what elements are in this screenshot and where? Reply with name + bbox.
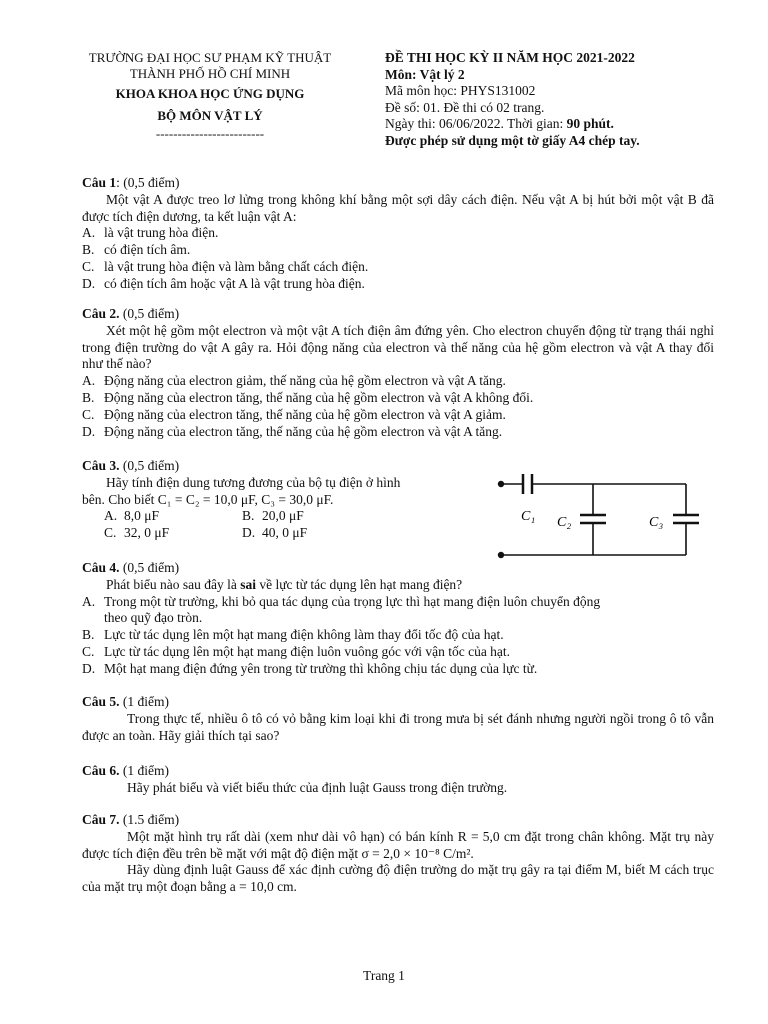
city-name: THÀNH PHỐ HỒ CHÍ MINH <box>129 66 291 81</box>
question-1-points: : (0,5 điểm) <box>116 175 180 190</box>
question-2-option-d <box>82 424 714 441</box>
page-number: Trang 1 <box>363 968 405 983</box>
option-text: 40, 0 μF <box>262 525 308 541</box>
option-text: Động năng của electron tăng, thế năng của hệ gồm electron và vật A tăng. <box>104 423 503 439</box>
question-1-option-c <box>82 259 714 276</box>
question-3-heading <box>82 458 492 475</box>
question-3-option-d <box>242 525 382 542</box>
option-label: C. <box>82 406 95 422</box>
question-6-points: (1 điểm) <box>119 763 170 778</box>
question-2 <box>82 306 714 440</box>
option-label: A. <box>104 508 118 524</box>
question-6-title: Câu 6. <box>82 763 120 778</box>
question-3-title: Câu 3. <box>82 458 120 473</box>
question-7-title: Câu 7. <box>82 812 120 827</box>
question-5-title: Câu 5. <box>82 694 120 709</box>
question-4-option-c <box>82 644 714 661</box>
question-4-text-pre: Phát biểu nào sau đây là <box>106 576 241 592</box>
exam-title: ĐỀ THI HỌC KỲ II NĂM HỌC 2021-2022 <box>385 50 635 65</box>
option-label: C. <box>104 525 117 541</box>
option-text: có điện tích âm. <box>104 242 191 258</box>
option-label: B. <box>82 242 95 258</box>
question-1 <box>82 175 714 293</box>
exam-header <box>385 50 745 149</box>
option-label: B. <box>82 627 95 643</box>
question-4-option-a-cont: theo quỹ đạo tròn. <box>104 610 203 626</box>
question-3-option-b <box>242 508 382 525</box>
option-label: B. <box>82 389 95 405</box>
question-1-text: Một vật A được treo lơ lửng trong không khí bằng một sợi dây cách điện. Nếu vật A bị hút bởi một vật B đã được tích điện dương, ta kết luận vật A: <box>82 191 714 224</box>
question-6-text: Hãy phát biểu và viết biểu thức của định luật Gauss trong điện trường. <box>127 779 508 795</box>
option-label: D. <box>242 525 256 541</box>
question-1-option-d <box>82 276 714 293</box>
exam-date-text: Ngày thi: 06/06/2022. Thời gian: <box>385 116 567 131</box>
label-c2: C₂ <box>557 515 572 530</box>
label-c1: C₁ <box>521 509 536 524</box>
question-1-title: Câu 1 <box>82 175 117 190</box>
option-text: Động năng của electron tăng, thế năng của hệ gồm electron và vật A không đổi. <box>104 389 534 405</box>
school-header <box>60 50 360 142</box>
question-5 <box>82 694 714 744</box>
question-1-option-a <box>82 225 714 242</box>
question-7-heading <box>82 812 714 829</box>
course-code: Mã môn học: PHYS131002 <box>385 83 536 98</box>
question-5-points: (1 điểm) <box>119 694 170 709</box>
option-text: Lực từ tác dụng lên một hạt mang điện luôn vuông góc với vận tốc của hạt. <box>104 643 511 659</box>
question-7-text-1: Một mặt hình trụ rất dài (xem như dài vô hạn) có bán kính R = 5,0 cm đặt trong chân không. Mặt trụ này được tích điện đều trên bề mặt với mật độ điện mặt σ = 2,0 × 10⁻⁸ C/m². <box>82 828 714 861</box>
option-label: A. <box>82 373 96 389</box>
question-6 <box>82 763 714 797</box>
option-text: 20,0 μF <box>262 508 304 524</box>
question-2-option-c <box>82 407 714 424</box>
question-4-text-emphasis: sai <box>240 576 256 592</box>
option-label: A. <box>82 225 96 241</box>
label-c3: C₃ <box>649 515 664 530</box>
question-5-text: Trong thực tế, nhiều ô tô có vỏ bằng kim loại khi đi trong mưa bị sét đánh nhưng người ngồi trong ô tô vẫn được an toàn. Hãy giải thích tại sao? <box>82 710 714 743</box>
question-1-heading <box>82 175 714 192</box>
question-5-heading <box>82 694 714 711</box>
question-6-heading <box>82 763 714 780</box>
question-2-points: (0,5 điểm) <box>119 306 180 321</box>
question-3-options <box>82 508 492 542</box>
question-2-option-b <box>82 390 714 407</box>
option-text: 8,0 μF <box>124 508 159 524</box>
capacitor-circuit-diagram <box>495 470 705 560</box>
question-4 <box>82 560 714 678</box>
question-4-option-d <box>82 661 714 678</box>
option-text: 32, 0 μF <box>124 525 170 541</box>
exam-number: Đề số: 01. Đề thi có 02 trang. <box>385 99 545 115</box>
faculty-name: KHOA KHOA HỌC ỨNG DỤNG <box>115 86 305 101</box>
question-7-points: (1.5 điểm) <box>119 812 180 827</box>
question-4-points: (0,5 điểm) <box>119 560 180 575</box>
question-2-heading <box>82 306 714 323</box>
option-text: Lực từ tác dụng lên một hạt mang điện không làm thay đổi tốc độ của hạt. <box>104 627 504 643</box>
exam-date <box>385 116 745 133</box>
question-2-text: Xét một hệ gồm một electron và một vật A tích điện âm đứng yên. Cho electron chuyển động từ trạng thái nghỉ trong điện trường do vật A gây ra. Hỏi động năng của electron và thế năng của hệ gồm electron và vật A thay đổi như thế nào? <box>82 322 714 372</box>
header-divider: ------------------------- <box>155 126 265 141</box>
option-label: A. <box>82 593 96 609</box>
option-label: D. <box>82 275 96 291</box>
option-label: C. <box>82 258 95 274</box>
question-3-points: (0,5 điểm) <box>119 458 180 473</box>
department-name: BỘ MÔN VẬT LÝ <box>157 108 263 123</box>
question-1-option-b <box>82 242 714 259</box>
question-3-option-c <box>104 525 242 542</box>
question-2-option-a <box>82 373 714 390</box>
option-text: Động năng của electron giảm, thế năng của hệ gồm electron và vật A tăng. <box>104 373 506 389</box>
option-label: B. <box>242 508 255 524</box>
option-text: Trong một từ trường, khi bỏ qua tác dụng của trọng lực thì hạt mang điện luôn chuyển động <box>104 593 601 609</box>
question-4-option-b <box>82 627 714 644</box>
question-3-text-line1: Hãy tính điện dung tương đương của bộ tụ điện ở hình <box>106 474 401 490</box>
question-4-option-a <box>82 594 714 611</box>
option-label: C. <box>82 643 95 659</box>
question-2-title: Câu 2. <box>82 306 120 321</box>
option-text: là vật trung hòa điện và làm bằng chất cách điện. <box>104 258 369 274</box>
question-3 <box>82 458 492 542</box>
exam-subject: Môn: Vật lý 2 <box>385 66 465 82</box>
question-3-option-a <box>104 508 242 525</box>
exam-duration: 90 phút. <box>566 116 614 131</box>
option-text: là vật trung hòa điện. <box>104 225 219 241</box>
question-4-text <box>82 577 714 594</box>
option-text: Động năng của electron tăng, thế năng của hệ gồm electron và vật A giảm. <box>104 406 506 422</box>
question-7-text-2: Hãy dùng định luật Gauss để xác định cường độ điện trường do mặt trụ gây ra tại điểm M, biết M cách trục của mặt trụ một đoạn bằng a = 10,0 cm. <box>82 862 714 895</box>
question-7 <box>82 812 714 896</box>
option-text: có điện tích âm hoặc vật A là vật trung hòa điện. <box>104 275 365 291</box>
question-4-heading <box>82 560 714 577</box>
question-4-title: Câu 4. <box>82 560 120 575</box>
option-label: D. <box>82 660 96 676</box>
option-label: D. <box>82 423 96 439</box>
question-3-text-line2: bên. Cho biết C₁ = C₂ = 10,0 μF, C₃ = 30,0 μF. <box>82 491 334 507</box>
allowed-materials: Được phép sử dụng một tờ giấy A4 chép tay. <box>385 132 640 148</box>
question-4-text-post: về lực từ tác dụng lên hạt mang điện? <box>255 576 463 592</box>
option-text: Một hạt mang điện đứng yên trong từ trường thì không chịu tác dụng của lực từ. <box>104 660 538 676</box>
school-name: TRƯỜNG ĐẠI HỌC SƯ PHẠM KỸ THUẬT <box>88 50 332 65</box>
